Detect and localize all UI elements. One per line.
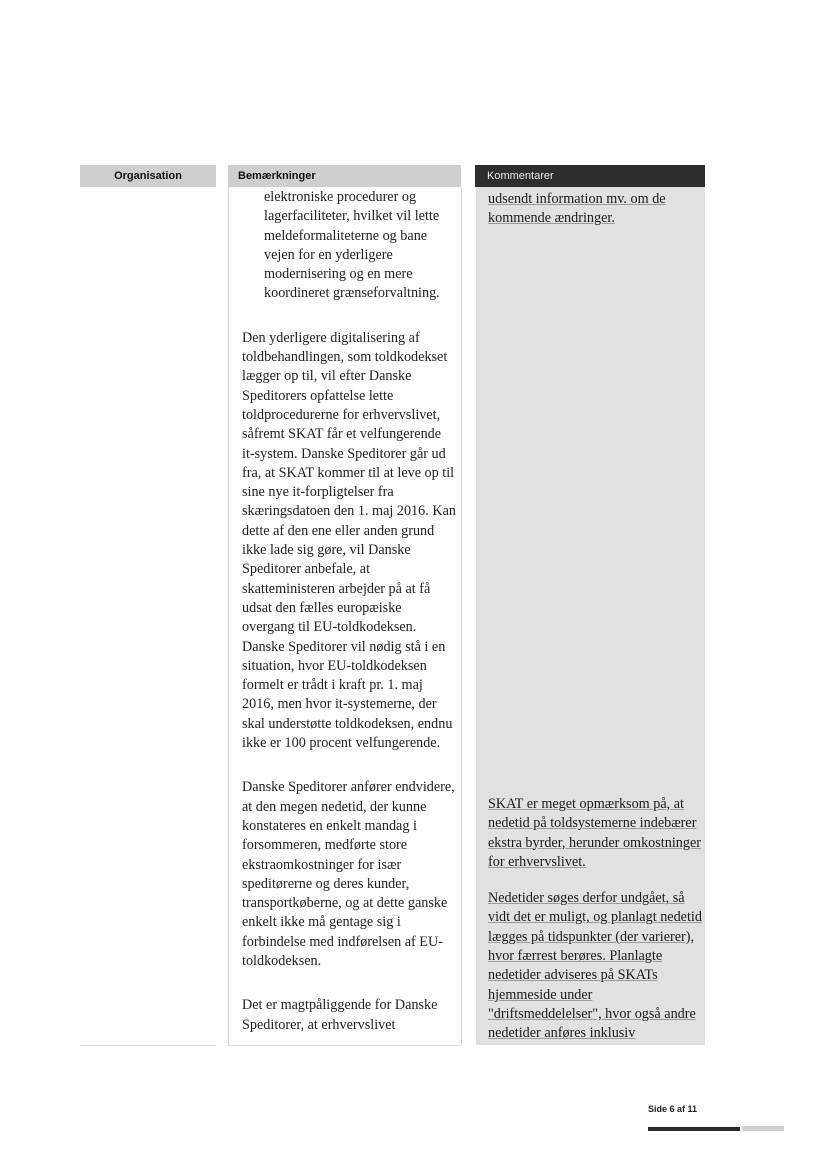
kommentarer-block-bottom xyxy=(488,795,703,1061)
bemaerkninger-paragraph-2: Den yderligere digitalisering af toldbehandlingen, som toldkodekset lægger op til, vil efter Danske Speditorers opfattelse lette toldprocedurerne for erhvervslivet, såfremt SKAT får et velfungerende it-system. Danske Speditorer går ud fra, at SKAT kommer til at leve op til sine nye it-forpligtelser fra skæringsdatoen den 1. maj 2016. Kan dette af den ene eller anden grund ikke lade sig gøre, vil Danske Speditorer anbefale, at skatteministeren arbejder på at få udsat den fælles europæiske overgang til EU-toldkodeksen. Danske Speditorer vil nødig stå i en situation, hvor EU-toldkodeksen formelt er trådt i kraft pr. 1. maj 2016, men hvor it-systemerne, der skal understøtte toldkodeksen, endnu ikke er 100 procent velfungerende. xyxy=(242,329,456,752)
bemaerkninger-paragraph-4: Det er magtpåliggende for Danske Speditorer, at erhvervslivet xyxy=(242,997,438,1033)
column-header-bemaerkninger: Bemærkninger xyxy=(228,165,461,187)
table-bottom-border-organisation xyxy=(80,1045,216,1046)
kommentarer-paragraph-2: SKAT er meget opmærksom på, at nedetid på toldsystemerne indebærer ekstra byrder, herunder omkostninger for erhvervslivet. xyxy=(488,796,701,870)
kommentarer-paragraph-3: Nedetider søges derfor undgået, så vidt det er muligt, og planlagt nedetid lægges på tidspunkter (der varierer), hvor færrest berøres. Planlagte nedetider adviseres på SKATs hjemmeside under "driftsmeddelelser", hvor også andre nedetider anføres inklusiv xyxy=(488,890,702,1042)
kommentarer-block-top xyxy=(488,190,703,246)
bemaerkninger-column xyxy=(242,188,457,1060)
bemaerkninger-paragraph-3: Danske Speditorer anfører endvidere, at den megen nedetid, der kunne konstateres en enkelt mandag i forsommeren, medførte store ekstraomkostninger for især speditørerne og deres kunder, transportkøberne, og at dette ganske enkelt ikke må gentage sig i forbindelse med indførelsen af EU-toldkodeksen. xyxy=(242,779,455,969)
kommentarer-paragraph-1: udsendt information mv. om de kommende ændringer. xyxy=(488,191,666,227)
column-divider-middle xyxy=(461,187,462,1045)
footer-bar-dark xyxy=(648,1127,740,1131)
column-header-kommentarer: Kommentarer xyxy=(475,165,705,187)
column-divider-left xyxy=(228,187,229,1045)
page-number: Side 6 af 11 xyxy=(648,1104,698,1114)
footer-bar-light xyxy=(742,1126,784,1131)
column-header-organisation: Organisation xyxy=(80,165,216,187)
bemaerkninger-paragraph-1: elektroniske procedurer og lagerfaciliteter, hvilket vil lette meldeformaliteterne og bane vejen for en yderligere modernisering og en mere koordineret grænseforvaltning. xyxy=(264,189,440,302)
